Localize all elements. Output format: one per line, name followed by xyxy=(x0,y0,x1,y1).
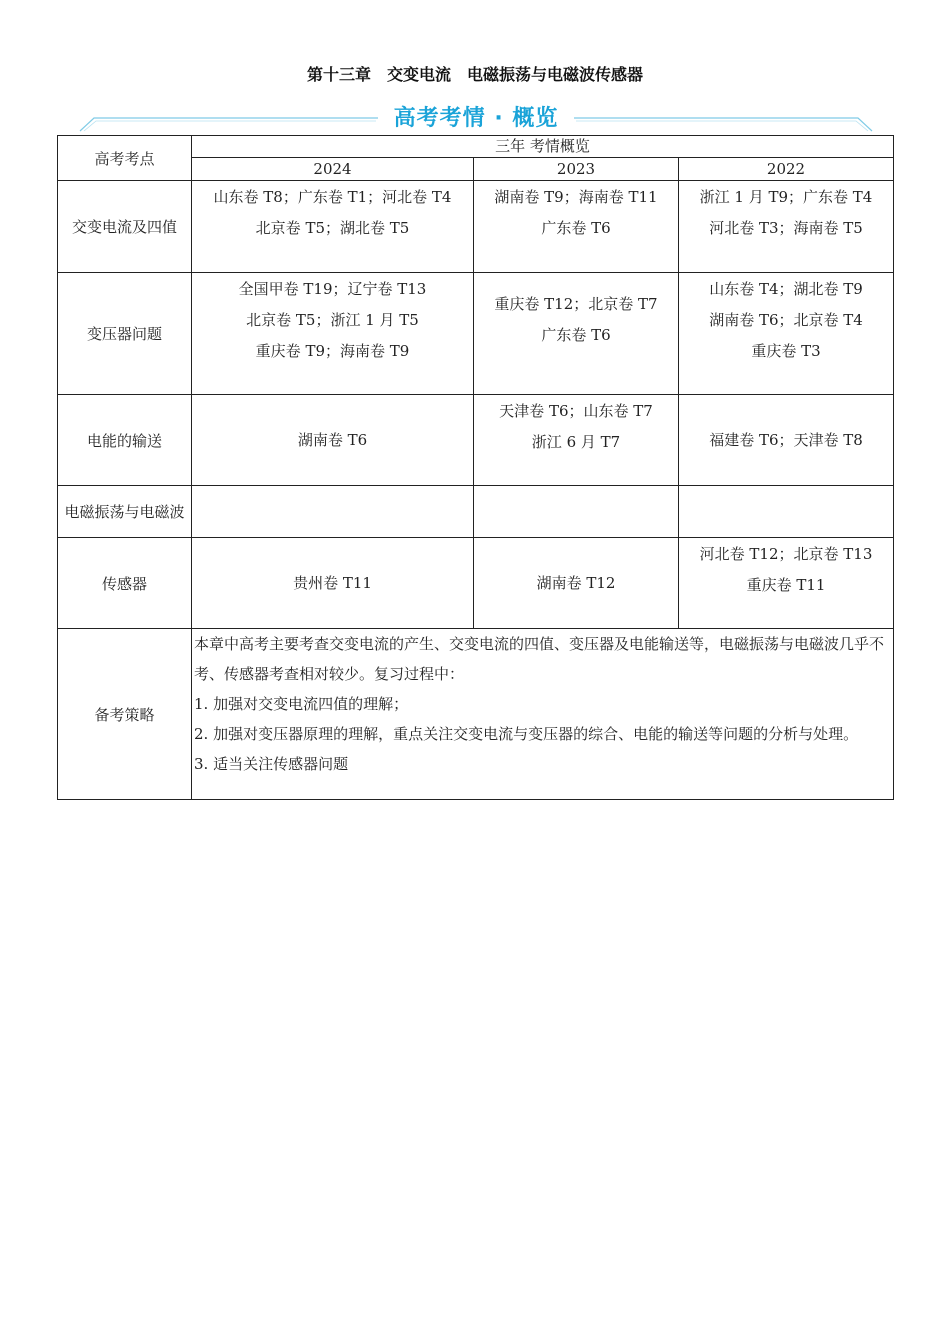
exam-entry: 全国甲卷 T19；辽宁卷 T13 xyxy=(238,280,427,298)
strategy-label: 备考策略 xyxy=(58,629,192,800)
exam-entry: 湖南卷 T9；海南卷 T11 xyxy=(494,188,658,206)
table-row xyxy=(58,486,894,538)
exam-cell xyxy=(679,538,894,629)
exam-cell xyxy=(474,181,679,273)
table-row xyxy=(58,395,894,486)
table-row xyxy=(58,538,894,629)
year-header: 2023 xyxy=(474,158,679,181)
exam-entry: 北京卷 T5；浙江 1 月 T5 xyxy=(246,311,419,329)
section-banner xyxy=(78,100,874,134)
exam-cell xyxy=(679,395,894,486)
exam-entry: 福建卷 T6；天津卷 T8 xyxy=(709,430,863,449)
corner-header: 高考考点 xyxy=(58,136,192,181)
exam-cell xyxy=(474,273,679,395)
strategy-content xyxy=(192,629,894,800)
group-header: 三年 考情概览 xyxy=(192,136,894,158)
exam-entry: 河北卷 T12；北京卷 T13 xyxy=(699,545,873,563)
topic-label: 电磁振荡与电磁波 xyxy=(58,486,192,538)
exam-entry: 天津卷 T6；山东卷 T7 xyxy=(499,402,653,420)
exam-cell xyxy=(192,538,474,629)
table-row xyxy=(58,273,894,395)
topic-label: 交变电流及四值 xyxy=(58,181,192,273)
exam-cell xyxy=(474,486,679,538)
exam-entry: 广东卷 T6 xyxy=(541,219,611,237)
exam-entry: 浙江 6 月 T7 xyxy=(531,433,621,451)
exam-entry: 重庆卷 T3 xyxy=(751,342,821,360)
exam-cell xyxy=(192,395,474,486)
topic-label: 变压器问题 xyxy=(58,273,192,395)
exam-cell xyxy=(679,181,894,273)
exam-cell xyxy=(192,486,474,538)
table-row xyxy=(58,181,894,273)
strategy-paragraph: 1. 加强对交变电流四值的理解； xyxy=(194,695,409,713)
exam-entry: 北京卷 T5；湖北卷 T5 xyxy=(255,219,410,237)
exam-entry: 贵州卷 T11 xyxy=(293,573,372,592)
chapter-title: 第十三章 交变电流 电磁振荡与电磁波传感器 xyxy=(306,65,643,84)
exam-entry: 重庆卷 T9；海南卷 T9 xyxy=(255,342,410,360)
exam-cell xyxy=(474,395,679,486)
strategy-paragraph: 3. 适当关注传感器问题 xyxy=(194,755,349,773)
exam-entry: 山东卷 T8；广东卷 T1；河北卷 T4 xyxy=(213,188,452,206)
exam-entry: 山东卷 T4；湖北卷 T9 xyxy=(709,280,863,298)
banner-title: 高考考情 · 概览 xyxy=(393,106,559,131)
overview-table xyxy=(57,135,894,800)
exam-cell xyxy=(679,273,894,395)
exam-cell xyxy=(192,181,474,273)
exam-entry: 湖南卷 T12 xyxy=(536,573,616,592)
exam-entry: 广东卷 T6 xyxy=(541,326,611,344)
exam-entry: 重庆卷 T12；北京卷 T7 xyxy=(494,295,658,313)
year-header: 2022 xyxy=(679,158,894,181)
topic-label: 电能的输送 xyxy=(58,395,192,486)
exam-entry: 河北卷 T3；海南卷 T5 xyxy=(709,219,863,237)
strategy-paragraph: 本章中高考主要考查交变电流的产生、交变电流的四值、变压器及电能输送等，电磁振荡与电磁波几乎不考、传感器考查相对较少。复习过程中： xyxy=(194,635,885,683)
topic-label: 传感器 xyxy=(58,538,192,629)
exam-entry: 浙江 1 月 T9；广东卷 T4 xyxy=(699,188,873,206)
strategy-row xyxy=(58,629,894,800)
year-header: 2024 xyxy=(192,158,474,181)
exam-entry: 重庆卷 T11 xyxy=(746,576,826,594)
exam-cell xyxy=(679,486,894,538)
strategy-paragraph: 2. 加强对变压器原理的理解，重点关注交变电流与变压器的综合、电能的输送等问题的分析与处理。 xyxy=(194,725,859,743)
exam-entry: 湖南卷 T6；北京卷 T4 xyxy=(709,311,863,329)
exam-cell xyxy=(474,538,679,629)
exam-entry: 湖南卷 T6 xyxy=(297,430,368,449)
exam-cell xyxy=(192,273,474,395)
